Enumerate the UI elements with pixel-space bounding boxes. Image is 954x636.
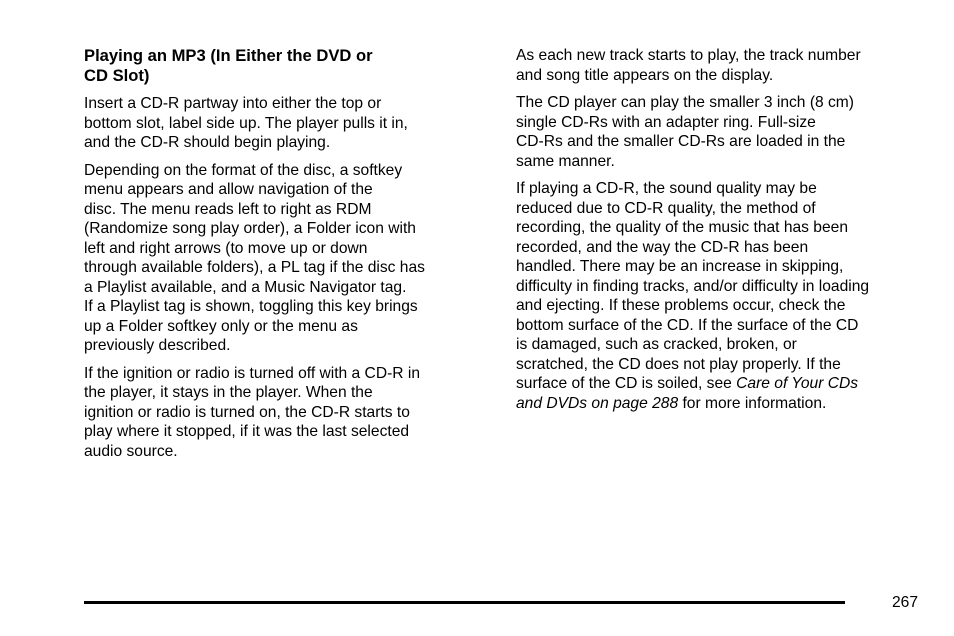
text-line: audio source. bbox=[84, 442, 178, 460]
cross-reference: Care of Your CDs bbox=[736, 375, 859, 392]
text-line: for more information. bbox=[678, 394, 827, 412]
text-line: play where it stopped, if it was the last selected bbox=[84, 423, 410, 440]
cross-reference: and DVDs on page 288 bbox=[516, 394, 679, 412]
text-line: If the ignition or radio is turned off with a CD-R in bbox=[84, 364, 421, 382]
text-line: If playing a CD-R, the sound quality may be bbox=[516, 180, 817, 197]
text-line: single CD-Rs with an adapter ring. Full-size bbox=[516, 113, 816, 131]
text-line: recorded, and the way the CD-R has been bbox=[516, 238, 809, 256]
right-column bbox=[516, 46, 922, 421]
text-line: scratched, the CD does not play properly. If the bbox=[516, 355, 841, 373]
text-line: same manner. bbox=[516, 152, 615, 170]
text-line: If a Playlist tag is shown, toggling this key brings bbox=[84, 298, 418, 315]
text-line: through available folders), a PL tag if the disc has bbox=[84, 259, 425, 276]
text-line: bottom slot, label side up. The player pulls it in, bbox=[84, 114, 408, 132]
paragraph bbox=[84, 161, 484, 356]
text-line: a Playlist available, and a Music Navigator tag. bbox=[84, 278, 407, 296]
heading-line: Playing an MP3 (In Either the DVD or bbox=[84, 46, 373, 65]
text-line: Insert a CD-R partway into either the top or bbox=[84, 95, 382, 112]
text-line: As each new track starts to play, the track number bbox=[516, 47, 861, 64]
text-line: disc. The menu reads left to right as RDM bbox=[84, 200, 372, 218]
text-line: up a Folder softkey only or the menu as bbox=[84, 317, 358, 335]
section-heading bbox=[84, 46, 484, 86]
left-column bbox=[84, 46, 484, 469]
footer-rule bbox=[84, 601, 845, 604]
text-line: handled. There may be an increase in skipping, bbox=[516, 258, 844, 275]
paragraph bbox=[84, 94, 484, 153]
text-line: The CD player can play the smaller 3 inch (8 cm) bbox=[516, 94, 854, 111]
paragraph bbox=[516, 179, 922, 413]
paragraph bbox=[84, 364, 484, 462]
text-line: CD-Rs and the smaller CD-Rs are loaded in the bbox=[516, 133, 846, 150]
text-line: previously described. bbox=[84, 337, 231, 354]
text-line: and ejecting. If these problems occur, check the bbox=[516, 297, 846, 314]
text-line: menu appears and allow navigation of the bbox=[84, 181, 373, 198]
page-number: 267 bbox=[891, 594, 918, 611]
text-line: is damaged, such as cracked, broken, or bbox=[516, 336, 797, 353]
text-line: the player, it stays in the player. When the bbox=[84, 384, 373, 401]
text-line: (Randomize song play order), a Folder icon with bbox=[84, 220, 416, 237]
text-line: reduced due to CD-R quality, the method of bbox=[516, 199, 816, 217]
text-line: bottom surface of the CD. If the surface of the CD bbox=[516, 316, 859, 334]
text-line: and song title appears on the display. bbox=[516, 66, 774, 84]
text-line: recording, the quality of the music that has been bbox=[516, 219, 848, 236]
paragraph bbox=[516, 93, 922, 171]
text-line: surface of the CD is soiled, see bbox=[516, 375, 737, 392]
text-line: and the CD-R should begin playing. bbox=[84, 134, 331, 151]
text-line: left and right arrows (to move up or down bbox=[84, 239, 368, 257]
text-line: Depending on the format of the disc, a softkey bbox=[84, 161, 403, 179]
text-line: difficulty in finding tracks, and/or difficulty in loading bbox=[516, 277, 870, 295]
heading-line: CD Slot) bbox=[84, 66, 150, 85]
text-line: ignition or radio is turned on, the CD-R starts to bbox=[84, 403, 410, 421]
paragraph bbox=[516, 46, 922, 85]
